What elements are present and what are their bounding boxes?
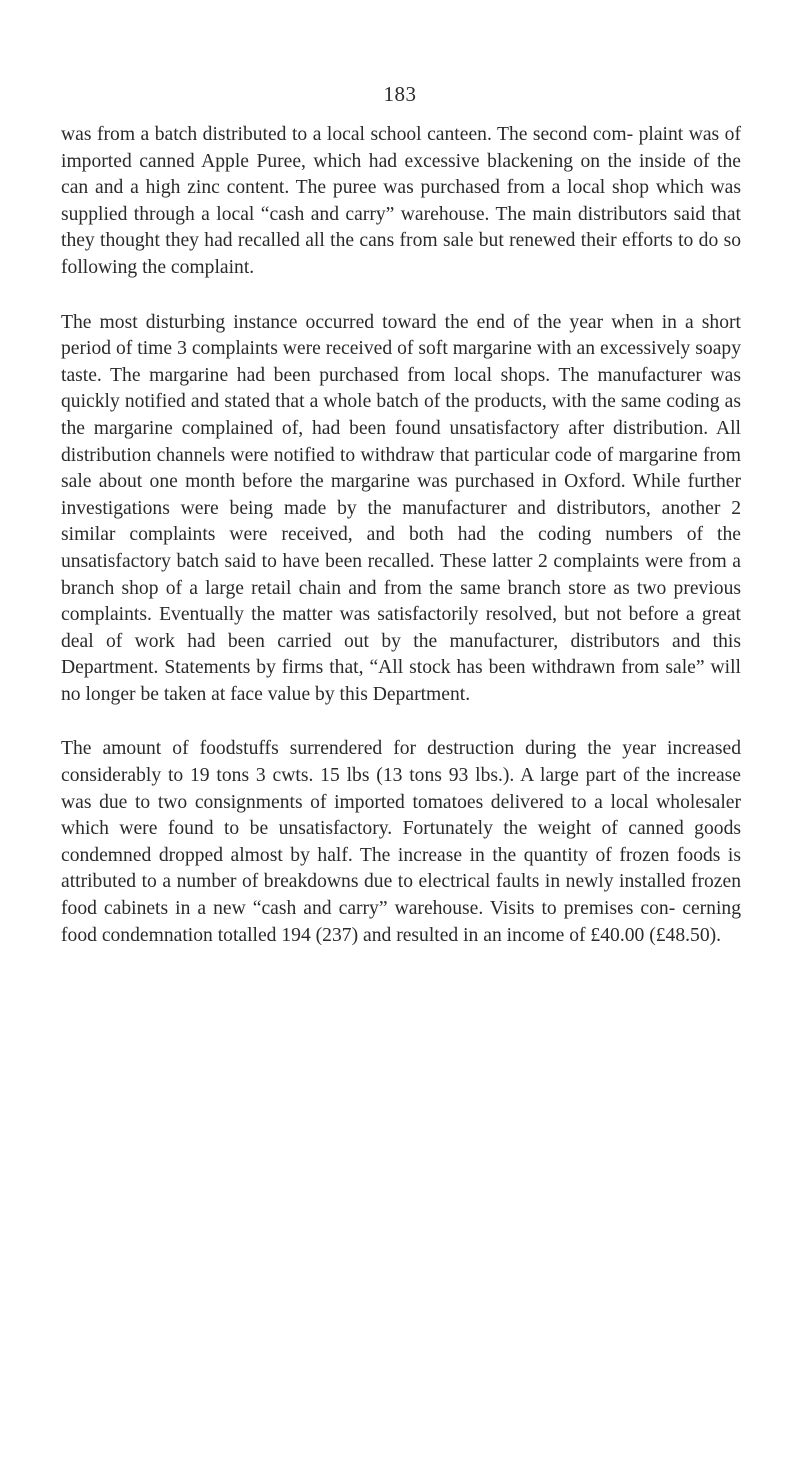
paragraph-apple-puree-complaint: was from a batch distributed to a local school canteen. The second com- plaint was of imported canned Apple Puree, which had excessive blackening on the inside of the can and a high zinc content. The puree was purchased from a local shop which was supplied through a local “cash and carry” warehouse. The main distributors said that they thought they had recalled all the cans from sale but renewed their efforts to do so following the complaint.: [61, 124, 741, 278]
paragraph-foodstuffs-surrendered: The amount of foodstuffs surrendered for destruction during the year increased considerably to 19 tons 3 cwts. 15 lbs (13 tons 93 lbs.). A large part of the increase was due to two consignments of imported tomatoes delivered to a local wholesaler which were found to be unsatisfactory. Fortunately the weight of canned goods condemned dropped almost by half. The increase in the quantity of frozen foods is attributed to a number of breakdowns due to electrical faults in newly installed frozen food cabinets in a new “cash and carry” warehouse. Visits to premises con- cerning food condemnation totalled 194 (237) and resulted in an income of £40.00 (£48.50).: [61, 738, 741, 946]
paragraph-margarine-complaints: The most disturbing instance occurred toward the end of the year when in a short period of time 3 complaints were received of soft margarine with an excessively soapy taste. The margarine had been purchased from local shops. The manufacturer was quickly notified and stated that a whole batch of the products, with the same coding as the margarine complained of, had been found unsatisfactory after distribution. All distribution channels were notified to withdraw that particular code of margarine from sale about one month before the margarine was purchased in Oxford. While further investigations were being made by the manufacturer and distributors, another 2 similar complaints were received, and both had the coding numbers of the unsatisfactory batch said to have been recalled. These latter 2 complaints were from a branch shop of a large retail chain and from the same branch store as two previous complaints. Eventually the matter was satisfactorily resolved, but not before a great deal of work had been carried out by the manufacturer, distributors and this Department. Statements by firms that, “All stock has been withdrawn from sale” will no longer be taken at face value by this Department.: [61, 311, 741, 705]
body-text: [61, 122, 741, 977]
page-number: 183: [383, 82, 417, 106]
